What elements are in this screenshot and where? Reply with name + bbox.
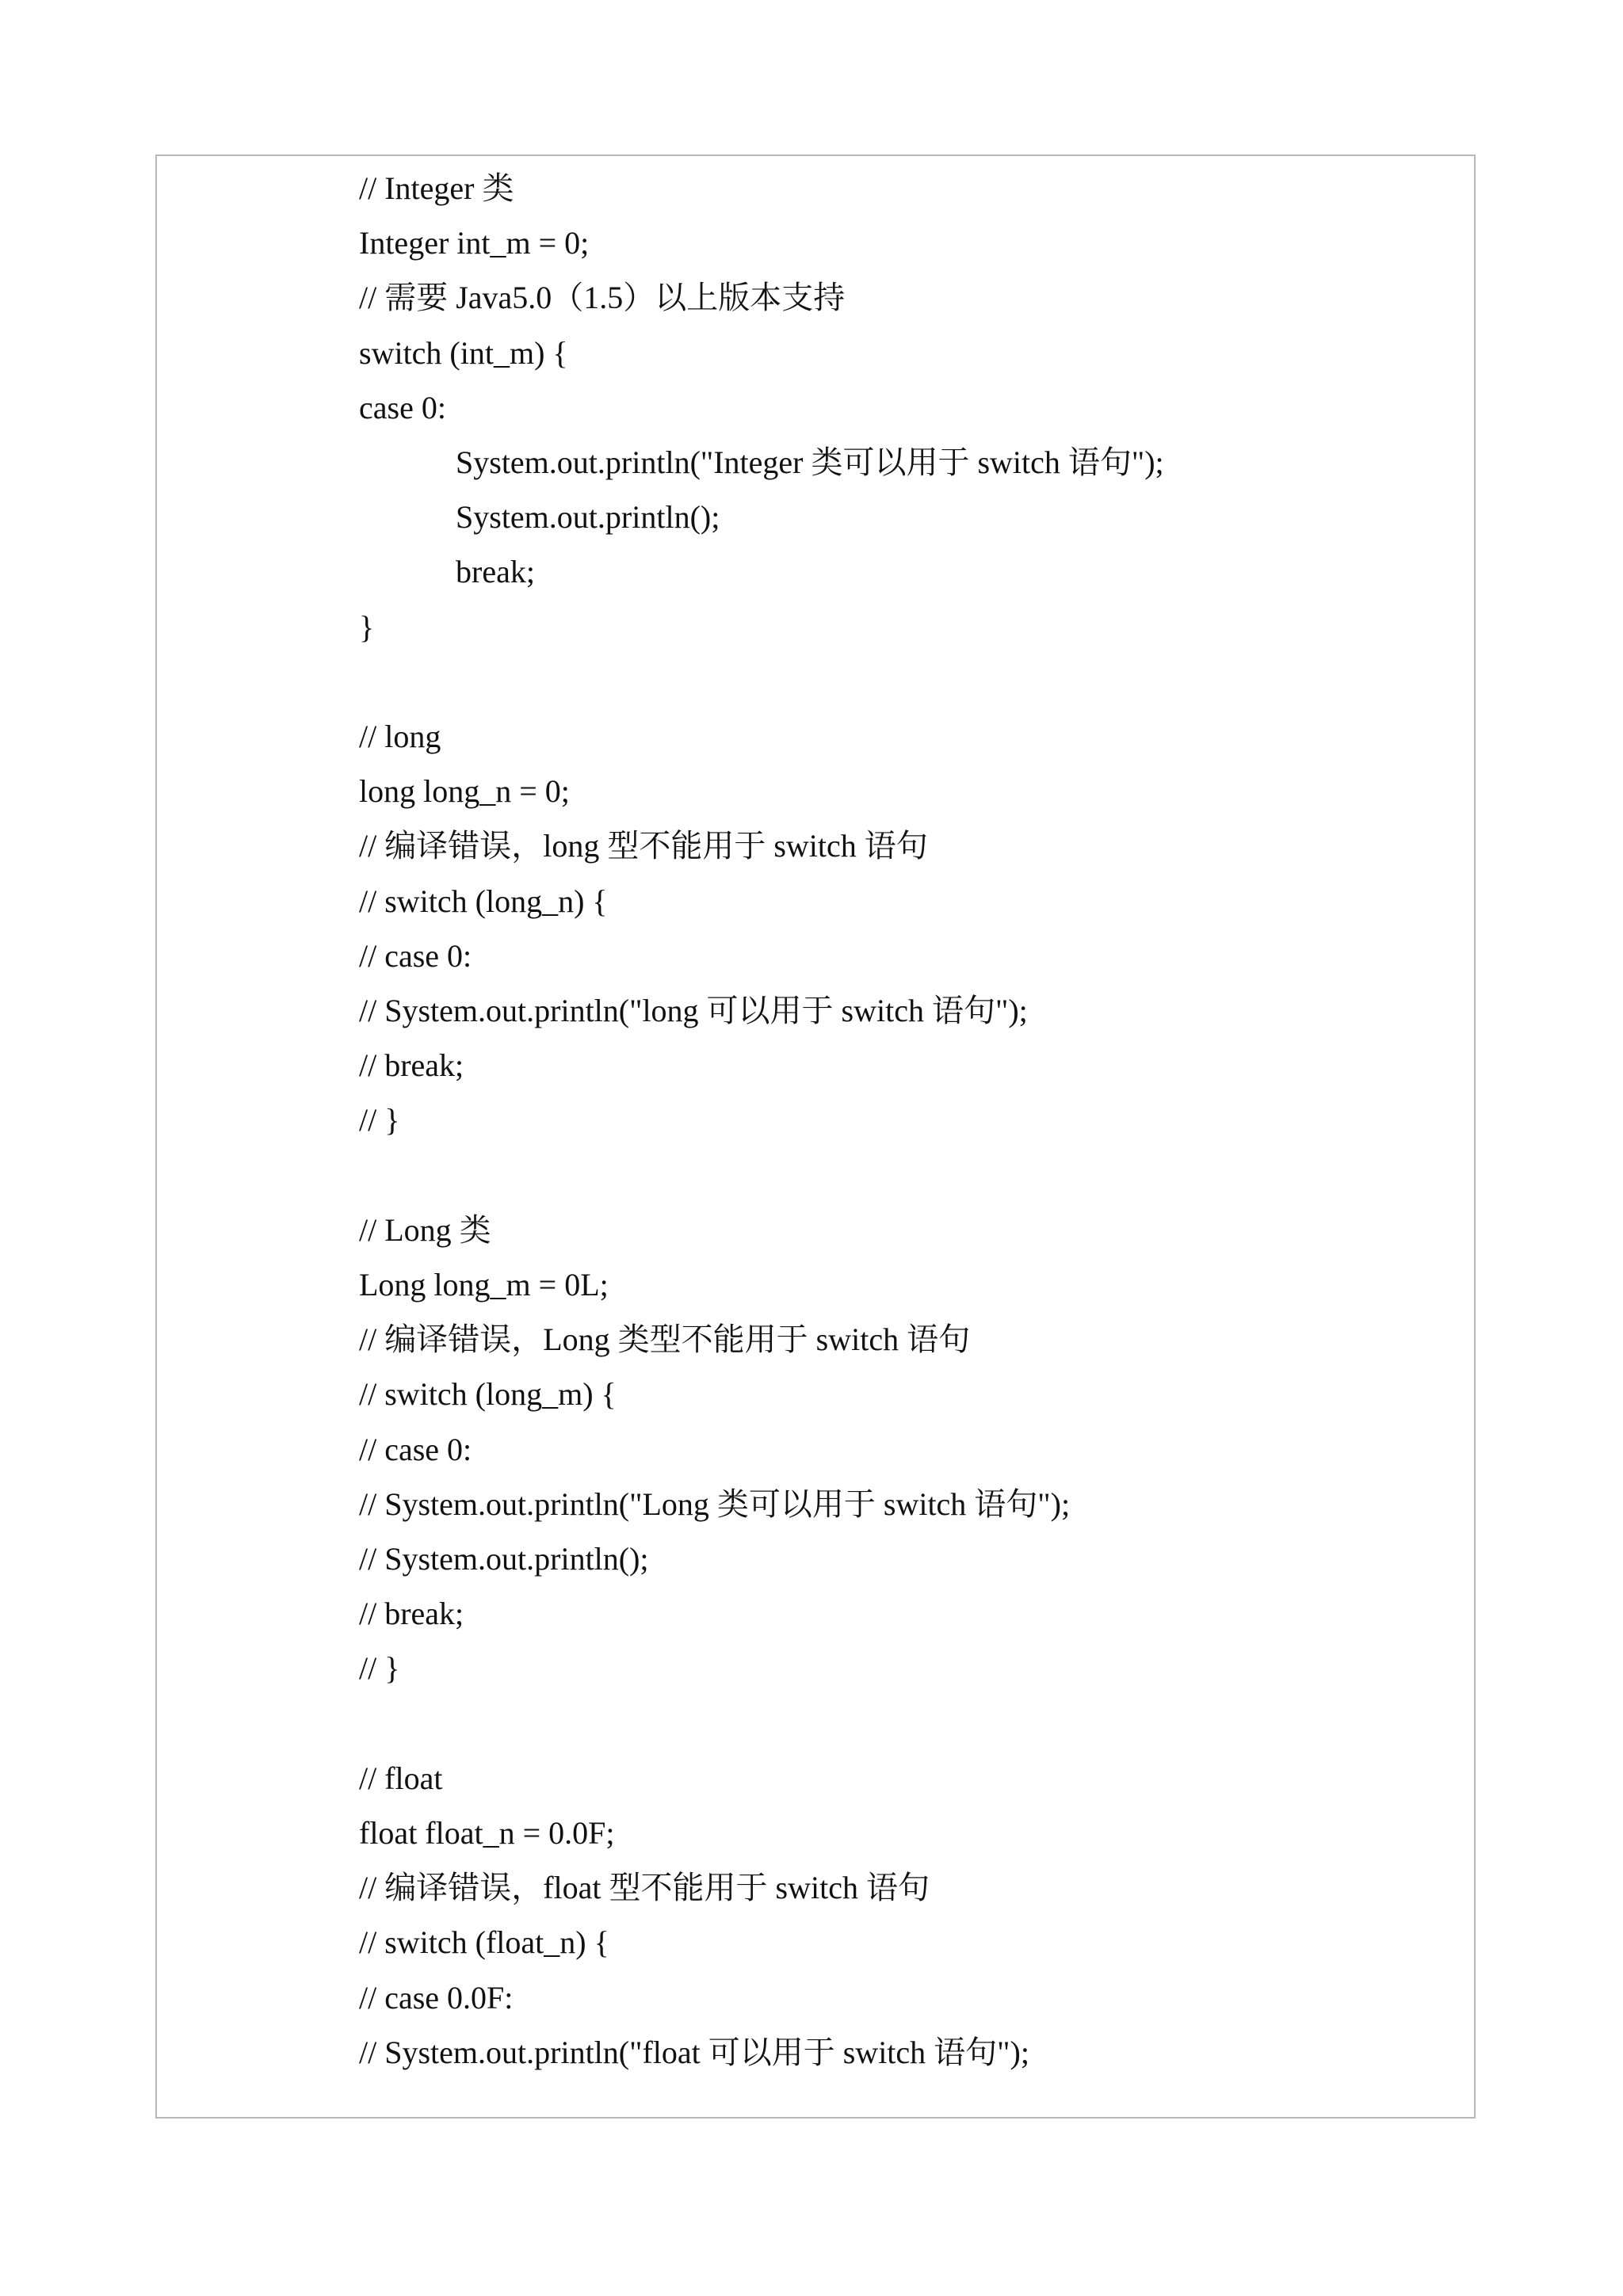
code-line: case 0: [359, 389, 446, 425]
code-line: // switch (long_m) { [359, 1376, 617, 1413]
code-line: System.out.println("Integer 类可以用于 switch 语句"); [456, 444, 1164, 480]
code-line: // break; [359, 1596, 464, 1632]
code-line: // float [359, 1760, 443, 1796]
code-line: Integer int_m = 0; [359, 225, 590, 261]
code-line: float float_n = 0.0F; [359, 1815, 615, 1851]
code-line: // System.out.println("float 可以用于 switch 语句"); [359, 2034, 1029, 2070]
code-line: // System.out.println(); [359, 1541, 649, 1577]
code-line: // Integer 类 [359, 170, 514, 206]
code-line: long long_n = 0; [359, 773, 570, 810]
code-line: Long long_m = 0L; [359, 1267, 609, 1302]
code-line: // } [359, 1650, 400, 1687]
code-line: // 需要 Java5.0（1.5）以上版本支持 [359, 280, 846, 316]
code-line: // System.out.println("long 可以用于 switch 语句"); [359, 993, 1028, 1028]
code-line: switch (int_m) { [359, 334, 568, 371]
code-line: // break; [359, 1047, 464, 1084]
code-line: // case 0: [359, 1431, 472, 1467]
code-line: // switch (float_n) { [359, 1924, 609, 1961]
code-line: break; [456, 554, 535, 590]
code-line: // long [359, 719, 441, 754]
code-line: } [359, 608, 375, 645]
code-line: System.out.println(); [456, 499, 720, 536]
code-line: // 编译错误，long 型不能用于 switch 语句 [359, 828, 928, 864]
code-line: // 编译错误，Long 类型不能用于 switch 语句 [359, 1322, 971, 1358]
code-line: // case 0.0F: [359, 1979, 514, 2016]
code-line: // System.out.println("Long 类可以用于 switch 语句"); [359, 1486, 1071, 1522]
code-line: // } [359, 1102, 400, 1138]
code-line: // 编译错误，float 型不能用于 switch 语句 [359, 1870, 930, 1906]
code-line: // switch (long_n) { [359, 883, 608, 919]
code-line: // Long 类 [359, 1211, 491, 1248]
code-line: // case 0: [359, 937, 472, 974]
